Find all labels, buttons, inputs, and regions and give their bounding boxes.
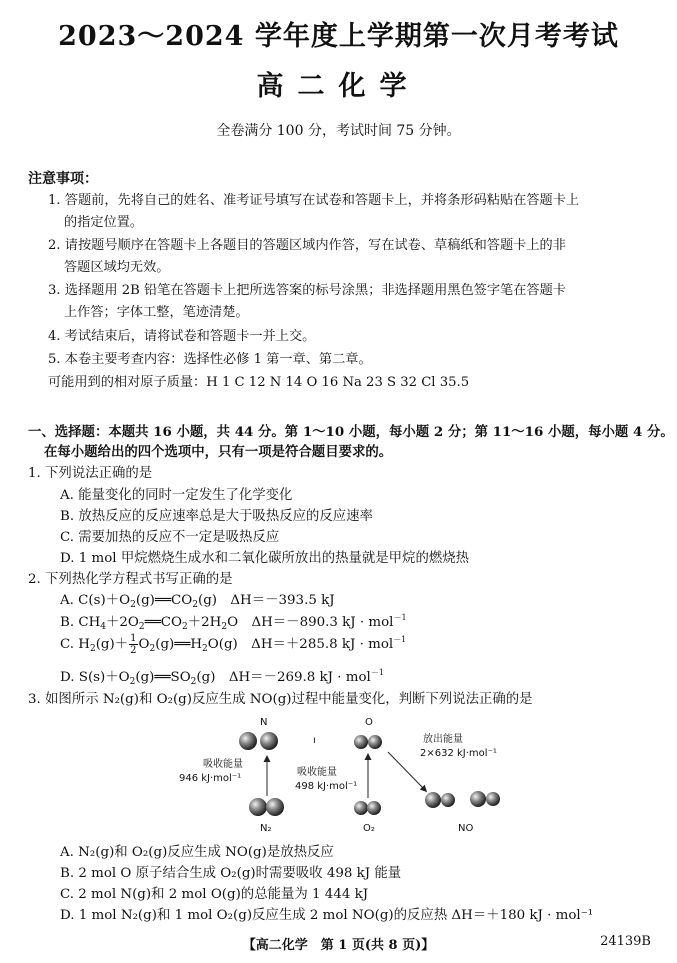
release-value: 2×632 kJ·mol⁻¹ [420, 748, 497, 759]
no-2-atom-o [486, 792, 500, 806]
q3-stem: 3. 如图所示 N₂(g)和 O₂(g)反应生成 NO(g)过程中能量变化，判断下列说法正确的是 [28, 692, 533, 707]
release-title: 放出能量 [423, 734, 463, 745]
page-footer: 【高二化学 第 1 页(共 8 页)】 [242, 938, 435, 953]
o2-atom-2 [367, 801, 381, 815]
label-n-atoms: N [260, 717, 268, 728]
n-atom-2 [260, 732, 278, 750]
absorb-n2-value: 946 kJ·mol⁻¹ [179, 773, 242, 784]
n2-atom-2 [266, 798, 284, 816]
separator-mark: ı [313, 735, 316, 746]
notice-item-4: 4. 考试结束后，请将试卷和答题卡一并上交。 [48, 329, 316, 344]
label-o2: O₂ [363, 823, 375, 834]
notice-item-3a: 3. 选择题用 2B 铅笔在答题卡上把所选答案的标号涂黑；非选择题用黑色签字笔在答题卡 [48, 283, 566, 298]
notice-title: 注意事项： [28, 171, 98, 187]
notice-item-5: 5. 本卷主要考查内容：选择性必修 1 第一章、第二章。 [48, 352, 372, 367]
absorb-o2-title: 吸收能量 [297, 767, 337, 778]
section-heading: 一、选择题：本题共 16 小题，共 44 分。第 1～10 小题，每小题 2 分；第 11～16 小题，每小题 4 分。 [28, 424, 674, 440]
n-atom-1 [239, 732, 257, 750]
q1-option-b: B. 放热反应的反应速率总是大于吸热反应的反应速率 [60, 509, 373, 524]
label-o-atoms: O [365, 717, 373, 728]
section-instruction: 在每小题给出的四个选项中，只有一项是符合题目要求的。 [44, 444, 393, 460]
paper-code: 24139B [600, 934, 651, 949]
q3-option-a: A. N₂(g)和 O₂(g)反应生成 NO(g)是放热反应 [60, 845, 334, 860]
q3-option-c: C. 2 mol N(g)和 2 mol O(g)的总能量为 1 444 kJ [60, 887, 369, 902]
notice-item-1a: 1. 答题前，先将自己的姓名、准考证号填写在试卷和答题卡上，并将条形码粘贴在答题卡上 [48, 193, 580, 208]
notice-item-3b: 上作答；字体工整，笔迹清楚。 [64, 305, 249, 320]
no-1-atom-o [441, 793, 455, 807]
label-n2: N₂ [260, 823, 272, 834]
q1-option-c: C. 需要加热的反应不一定是吸热反应 [60, 530, 280, 545]
q2-stem: 2. 下列热化学方程式书写正确的是 [28, 572, 233, 587]
subject-title: 高二化学 [256, 71, 421, 102]
energy-diagram [175, 712, 505, 836]
o-atom-1 [354, 735, 368, 749]
atomic-masses: 可能用到的相对原子质量：H 1 C 12 N 14 O 16 Na 23 S 32 Cl 35.5 [48, 375, 470, 390]
q1-option-a: A. 能量变化的同时一定发生了化学变化 [60, 488, 293, 503]
n2-atom-1 [249, 798, 267, 816]
exam-title: 2023～2024 学年度上学期第一次月考考试 [58, 21, 619, 52]
q3-option-d: D. 1 mol N₂(g)和 1 mol O₂(g)反应生成 2 mol NO(g)的反应热 ΔH＝＋180 kJ · mol⁻¹ [60, 908, 594, 923]
notice-item-2b: 答题区域均无效。 [64, 260, 170, 275]
q2-option-b: B. $CH_4+2O_2══CO_2+2H_2O$ ΔH＝－890.3 kJ · mol$^{-1}$ [60, 613, 407, 632]
o2-atom-1 [354, 801, 368, 815]
exam-info: 全卷满分 100 分，考试时间 75 分钟。 [216, 123, 461, 139]
notice-item-2a: 2. 请按题号顺序在答题卡上各题目的答题区域内作答，写在试卷、草稿纸和答题卡上的非 [48, 238, 566, 253]
absorb-n2-title: 吸收能量 [203, 759, 243, 770]
q3-option-b: B. 2 mol O 原子结合生成 O₂(g)时需要吸收 498 kJ 能量 [60, 866, 402, 881]
label-no: NO [458, 823, 474, 834]
absorb-o2-value: 498 kJ·mol⁻¹ [295, 781, 358, 792]
q2-option-d: D. $S(s)+O_2(g)══SO_2(g)$ ΔH＝－269.8 kJ · mol$^{-1}$ [60, 668, 384, 687]
q1-option-d: D. 1 mol 甲烷燃烧生成水和二氧化碳所放出的热量就是甲烷的燃烧热 [60, 551, 470, 566]
q1-stem: 1. 下列说法正确的是 [28, 466, 153, 481]
o-atom-2 [368, 735, 382, 749]
q2-option-c: C. $H_2(g)+$ $\frac{1}{2}$ $O_2(g)══H_2O(g)$ ΔH＝＋285.8 kJ · mol$^{-1}$ [60, 633, 407, 656]
no-1-atom-n [425, 792, 441, 808]
q2-option-a: A. $C(s)+O_2(g)══CO_2(g)$ ΔH＝－393.5 kJ [60, 593, 335, 610]
no-2-atom-n [470, 791, 486, 807]
notice-item-1b: 的指定位置。 [64, 215, 144, 230]
